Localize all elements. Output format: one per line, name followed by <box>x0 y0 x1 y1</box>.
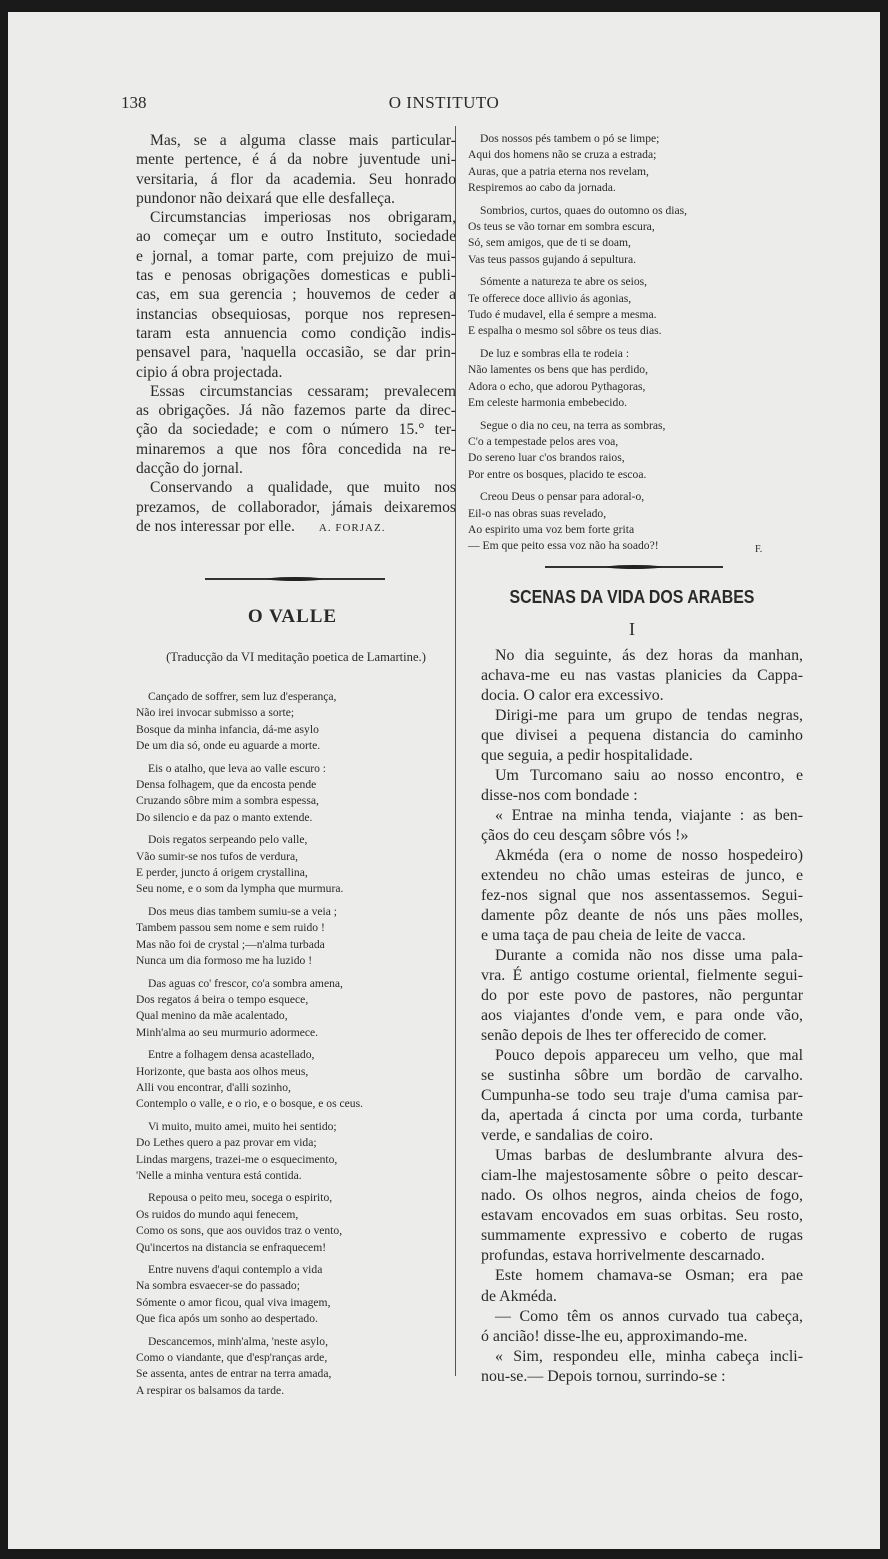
verse-line: Respiremos ao cabo da jornada. <box>468 181 616 195</box>
prose-line: cas, em sua gerencia ; houvemos de ceder a <box>136 286 456 304</box>
verse-line: Se assenta, antes de entrar na terra amada, <box>136 1367 332 1381</box>
verse-line: Eil-o nas obras suas revelado, <box>468 506 607 520</box>
prose-last-line <box>136 517 456 538</box>
verse-line: Qu'incertos na distancia se enfraquecem! <box>136 1240 327 1254</box>
article-line: ciam-lhe majestosamente sôbre o peito descar- <box>481 1167 803 1185</box>
verse-line: Na sombra esvaecer-se do passado; <box>136 1279 300 1293</box>
verse-line: Do Lethes quero a paz provar em vida; <box>136 1136 317 1150</box>
verse-line: Os teus se vão tornar em sombra escura, <box>468 220 655 234</box>
prose-line: taram esta annuencia como condição indis- <box>136 324 456 342</box>
poem-initial-signature: F. <box>755 544 763 555</box>
verse-line: Creou Deus o pensar para adoral-o, <box>480 490 645 504</box>
verse-line: Por entre os bosques, placido te escoa. <box>468 467 647 481</box>
article-line: No dia seguinte, ás dez horas da manhan, <box>495 647 803 664</box>
verse-line: Bosque da minha infancia, dá-me asylo <box>136 722 319 736</box>
verse-line: Como os sons, que aos ouvidos traz o vento, <box>136 1224 343 1238</box>
verse-line: Nunca um dia formoso me ha luzido ! <box>136 954 313 968</box>
article-title: SCENAS DA VIDA DOS ARABES <box>509 586 755 607</box>
verse-line: Das aguas co' frescor, co'a sombra amena, <box>148 976 343 990</box>
verse-line: Minh'alma ao seu murmurio adormece. <box>136 1025 319 1039</box>
verse-line: Os ruidos do mundo aqui fenecem, <box>136 1207 299 1221</box>
article-line: e uma taça de pau cheia de leite de vacca. <box>481 927 746 945</box>
verse-line: Repousa o peito meu, socega o espirito, <box>148 1191 333 1205</box>
verse-line: Dos meus dias tambem sumiu-se a veia ; <box>148 904 338 918</box>
article-line: ó ancião! disse-lhe eu, approximando-me. <box>481 1327 748 1345</box>
stanza <box>136 904 456 970</box>
prose-line: as obrigações. Já não fazemos parte da direc- <box>136 402 456 420</box>
verse-line: Sombrios, curtos, quaes do outomno os dias, <box>480 203 688 217</box>
stanza <box>136 1262 456 1328</box>
verse-line: Dois regatos serpeando pelo valle, <box>148 833 308 847</box>
article-line: extendeu no chão umas esteiras de junco, e <box>481 867 803 885</box>
verse-line: Do sereno luar c'os brandos raios, <box>468 451 625 465</box>
stanza <box>136 689 456 755</box>
right-section-rule <box>545 566 723 568</box>
stanza <box>136 1047 456 1113</box>
article-line: docia. O calor era excessivo. <box>481 687 664 705</box>
article-line: « Entrae na minha tenda, viajante : as ben- <box>495 807 803 825</box>
stanza <box>468 346 768 412</box>
stanza <box>136 1190 456 1256</box>
article-line: Durante a comida não nos disse uma pala- <box>495 947 803 965</box>
journal-title: O INSTITUTO <box>388 93 500 112</box>
stanza <box>468 489 768 555</box>
verse-line: Como o viandante, que d'esp'ranças arde, <box>136 1351 328 1365</box>
article-line: que divisei a pequena distancia do caminho <box>481 727 803 745</box>
verse-line: Não irei invocar submisso a sorte; <box>136 706 295 720</box>
verse-line: — Em que peito essa voz não ha soado?! <box>468 539 659 553</box>
verse-line: Sómente o amor ficou, qual viva imagem, <box>136 1295 331 1309</box>
verse-line: Descancemos, minh'alma, 'neste asylo, <box>148 1334 328 1348</box>
poem-title: O VALLE <box>247 606 338 627</box>
verse-line: Dos nossos pés tambem o pó se limpe; <box>480 132 660 145</box>
prose-line: Essas circumstancias cessaram; prevalecem <box>150 382 456 400</box>
prose-line: e jornal, a tomar parte, com prejuizo de mui- <box>136 247 456 265</box>
article-line: do por este povo de pastores, não perguntar <box>481 987 803 1005</box>
article-line: achava-me eu nas vastas planicies da Cappa- <box>481 667 803 685</box>
verse-line: Segue o dia no ceu, na terra as sombras, <box>480 418 666 432</box>
stanza <box>468 418 768 484</box>
poem-subtitle: (Traducção da VI meditação poetica de Lamartine.) <box>166 650 426 664</box>
prose-line: dacção do jornal. <box>136 460 243 478</box>
article-line: « Sim, respondeu elle, minha cabeça incli- <box>495 1347 803 1365</box>
prose-line: mente pertence, é á da nobre juventude uni- <box>136 151 456 169</box>
prose-line: minaremos a que nos fôra concedida na re- <box>136 440 456 458</box>
verse-line: Alli vou encontrar, d'alli sozinho, <box>136 1080 291 1094</box>
article-line: Dirigi-me para um grupo de tendas negras, <box>495 707 803 725</box>
verse-line: C'o a tempestade pelos ares voa, <box>468 434 619 448</box>
verse-line: Que fica após um sonho ao despertado. <box>136 1312 318 1326</box>
prose-line: ção da sociedade; e com o número 15.° ter- <box>136 421 456 439</box>
page-number: 138 <box>121 93 147 112</box>
article-line: aos viajantes d'onde vem, e para onde vão, <box>481 1007 803 1025</box>
verse-line: Sómente a natureza te abre os seios, <box>480 275 648 289</box>
stanza <box>136 1334 456 1400</box>
article-line: de Akméda. <box>481 1287 557 1305</box>
prose-line: instancias obsequiosas, porque nos represen- <box>136 305 456 323</box>
verse-line: Dos regatos á beira o tempo esquece, <box>136 992 309 1006</box>
verse-line: Cançado de soffrer, sem luz d'esperança, <box>148 690 337 703</box>
left-poem-verses <box>136 689 456 1405</box>
verse-line: Lindas margens, trazei-me o esquecimento, <box>136 1152 338 1166</box>
verse-line: Tudo é mudavel, ella é sempre a mesma. <box>468 308 657 322</box>
prose-line: pundonor não deixará que elle desfalleça. <box>136 189 395 207</box>
article-line: Pouco depois appareceu um velho, que mal <box>495 1047 803 1065</box>
verse-line: E perder, juncto á origem crystallina, <box>136 866 308 880</box>
prose-line: cipio á obra projectada. <box>136 363 283 381</box>
verse-line: Contemplo o valle, e o rio, e o bosque, e os ceus. <box>136 1097 363 1111</box>
prose-line: pensavel para, 'naquella occasião, se dar prin- <box>136 344 456 362</box>
verse-line: Entre nuvens d'aqui contemplo a vida <box>148 1263 323 1276</box>
verse-line: Te offerece doce allivio ás agonias, <box>468 291 632 305</box>
verse-line: Auras, que a patria eterna nos revelam, <box>468 164 649 178</box>
verse-line: Tambem passou sem nome e sem ruido ! <box>136 921 325 935</box>
stanza <box>468 131 768 197</box>
article-line: — Como têm os annos curvado tua cabeça, <box>495 1307 803 1325</box>
article-line: estavam encovados em suas orbitas. Seu rosto, <box>481 1207 803 1225</box>
article-line: fez-nos signal que nos assentassemos. Segui- <box>481 887 803 905</box>
stanza <box>136 976 456 1042</box>
verse-line: Mas não foi de crystal ;—n'alma turbada <box>136 937 325 951</box>
prose-line: versitaria, á flor da academia. Seu honrado <box>136 170 456 188</box>
verse-line: Vi muito, muito amei, muito hei sentido; <box>148 1119 337 1133</box>
page-header <box>0 93 888 117</box>
verse-line: Densa folhagem, que da encosta pende <box>136 778 317 792</box>
article-line: disse-nos com bondade : <box>481 787 638 805</box>
verse-line: Qual menino da mãe acalentado, <box>136 1009 288 1023</box>
article-prose-block <box>481 646 803 1387</box>
verse-line: Cruzando sôbre mim a sombra espessa, <box>136 794 319 808</box>
right-poem-verses <box>468 131 768 561</box>
article-line: da, apertada á cincta por uma corda, turbante <box>481 1107 803 1125</box>
stanza <box>136 832 456 898</box>
verse-line: 'Nelle a minha ventura está contida. <box>136 1168 302 1182</box>
prose-line: Mas, se a alguma classe mais particular- <box>150 132 456 149</box>
prose-line: prezamos, de collaborador, jámais deixaremos <box>136 498 456 516</box>
stanza <box>468 274 768 340</box>
verse-line: Em celeste harmonia embebecido. <box>468 396 628 410</box>
article-line: que seguia, a pedir hospitalidade. <box>481 747 693 765</box>
left-prose-block <box>136 131 456 538</box>
verse-line: E espalha o mesmo sol sôbre os teus dias. <box>468 324 662 338</box>
article-line: çãos do ceu desçam sôbre vós !» <box>481 827 689 845</box>
article-line: damente pôz deante de nós uns pães molles, <box>481 907 803 925</box>
verse-line: A respirar os balsamos da tarde. <box>136 1383 285 1397</box>
prose-line: Conservando a qualidade, que muito nos <box>150 479 456 497</box>
verse-line: Seu nome, e o som da lympha que murmura. <box>136 882 344 896</box>
article-line: nado. Os olhos negros, ainda cheios de fogo, <box>481 1187 803 1205</box>
verse-line: Não lamentes os bens que has perdido, <box>468 363 648 377</box>
article-line: Akméda (era o nome de nosso hospedeiro) <box>495 847 803 865</box>
left-section-rule <box>205 578 385 580</box>
verse-line: Só, sem amigos, que de ti se doam, <box>468 236 631 250</box>
article-line: verde, e sandalias de coiro. <box>481 1127 654 1145</box>
article-line: vra. É antigo costume oriental, fielmente segui- <box>481 967 803 985</box>
verse-line: Horizonte, que basta aos olhos meus, <box>136 1064 309 1078</box>
prose-line: ao começar um e outro Instituto, sociedade <box>136 228 456 246</box>
verse-line: Aqui dos homens não se cruza a estrada; <box>468 148 657 162</box>
verse-line: Adora o echo, que adorou Pythagoras, <box>468 379 646 393</box>
prose-line: Circumstancias imperiosas nos obrigaram, <box>150 209 456 227</box>
article-line: Este homem chamava-se Osman; era pae <box>495 1267 803 1285</box>
verse-line: Vão sumir-se nos tufos de verdura, <box>136 849 299 863</box>
verse-line: Do silencio e da paz o manto extende. <box>136 810 313 824</box>
verse-line: Ao espirito uma voz bem forte grita <box>468 522 635 536</box>
verse-line: De luz e sombras ella te rodeia : <box>480 346 630 360</box>
stanza <box>468 203 768 269</box>
article-line: senão depois de lhes ter offerecido de comer. <box>481 1027 767 1045</box>
article-line: Umas barbas de deslumbrante alvura des- <box>495 1147 803 1165</box>
article-section-number: I <box>629 619 635 639</box>
prose-line: tas e penosas obrigações domesticas e publi- <box>136 267 456 285</box>
stanza <box>136 761 456 827</box>
author-signature: A. FORJAZ. <box>318 521 386 534</box>
article-line: nou-se.— Depois tornou, surrindo-se : <box>481 1367 726 1385</box>
article-line: Cumpunha-se todo seu traje d'uma camisa par- <box>481 1087 803 1105</box>
verse-line: De um dia só, onde eu aguarde a morte. <box>136 739 321 753</box>
verse-line: Vas teus passos gujando á sepultura. <box>468 252 637 266</box>
verse-line: Entre a folhagem densa acastellado, <box>148 1048 315 1062</box>
article-line: Um Turcomano saiu ao nosso encontro, e <box>495 767 803 785</box>
prose-line: de nos interessar por elle. <box>136 517 295 535</box>
article-line: profundas, estava horrivelmente descarnado. <box>481 1247 765 1265</box>
article-line: summamente expressivo e coberto de rugas <box>481 1227 803 1245</box>
verse-line: Eis o atalho, que leva ao valle escuro : <box>148 761 327 775</box>
stanza <box>136 1119 456 1185</box>
article-line: se sustinha sôbre um bordão de carvalho. <box>481 1067 803 1085</box>
